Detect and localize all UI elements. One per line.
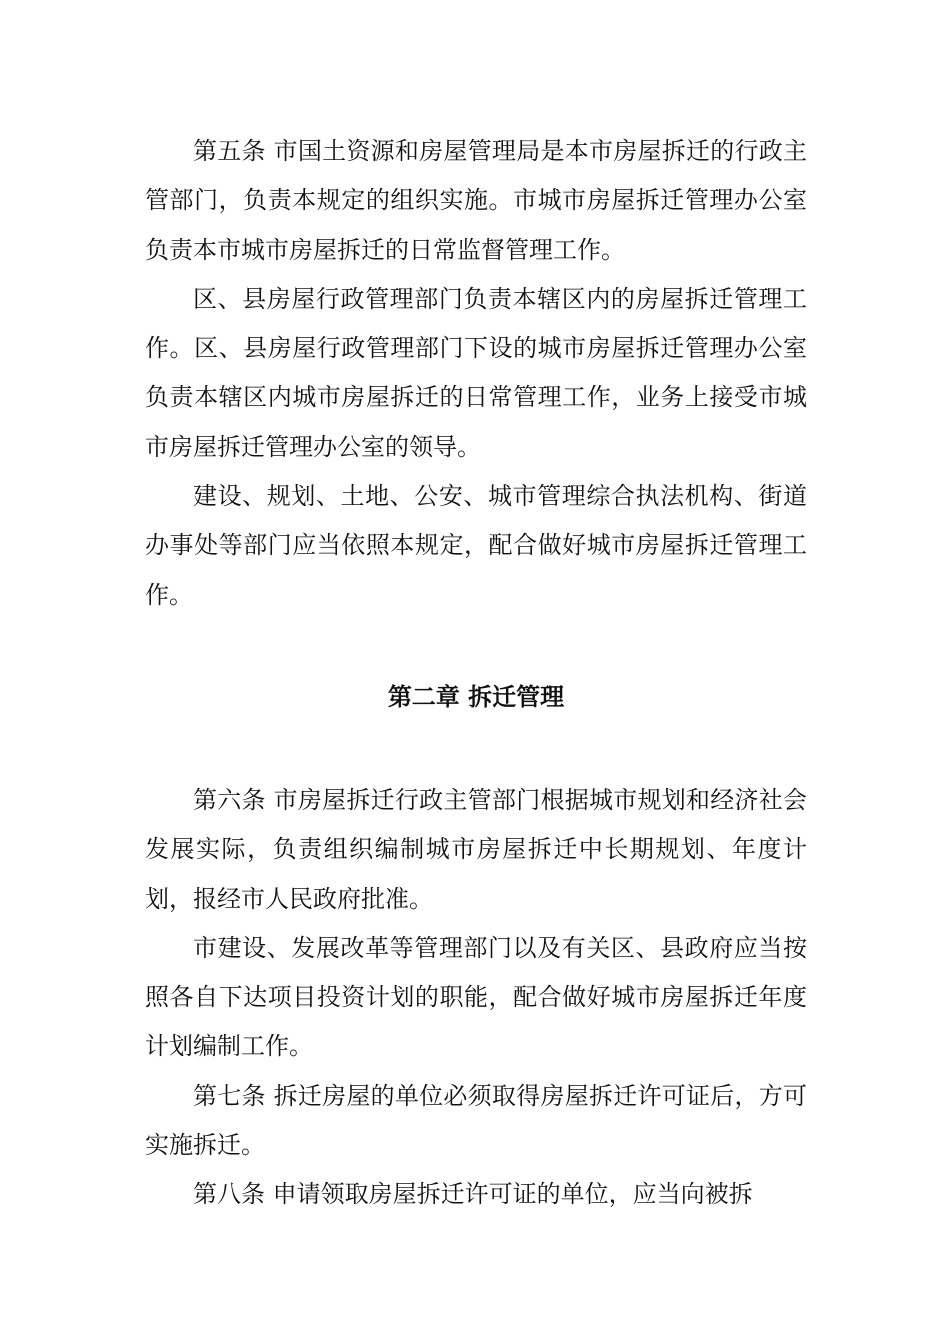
article-5-section [145, 127, 807, 620]
chapter-2-section [145, 776, 807, 1220]
article-6-paragraph-1: 第六条 市房屋拆迁行政主管部门根据城市规划和经济社会发展实际，负责组织编制城市房屋拆迁中长期规划、年度计划，报经市人民政府批准。 [145, 786, 807, 913]
article-7-paragraph: 第七条 拆迁房屋的单位必须取得房屋拆迁许可证后，方可实施拆迁。 [145, 1081, 807, 1160]
article-5-paragraph-2: 区、县房屋行政管理部门负责本辖区内的房屋拆迁管理工作。区、县房屋行政管理部门下设的城市房屋拆迁管理办公室负责本辖区内城市房屋拆迁的日常管理工作，业务上接受市城市房屋拆迁管理办公室的领导。 [145, 284, 807, 461]
article-6-paragraph-2: 市建设、发展改革等管理部门以及有关区、县政府应当按照各自下达项目投资计划的职能，配合做好城市房屋拆迁年度计划编制工作。 [145, 933, 807, 1061]
article-5-paragraph-1: 第五条 市国土资源和房屋管理局是本市房屋拆迁的行政主管部门，负责本规定的组织实施。市城市房屋拆迁管理办公室负责本市城市房屋拆迁的日常监督管理工作。 [145, 137, 807, 264]
article-8-paragraph: 第八条 申请领取房屋拆迁许可证的单位，应当向被拆 [193, 1180, 753, 1209]
chapter-title: 第二章 拆迁管理 [387, 683, 565, 711]
article-5-paragraph-3: 建设、规划、土地、公安、城市管理综合执法机构、街道办事处等部门应当依照本规定，配合做好城市房屋拆迁管理工作。 [145, 482, 807, 609]
